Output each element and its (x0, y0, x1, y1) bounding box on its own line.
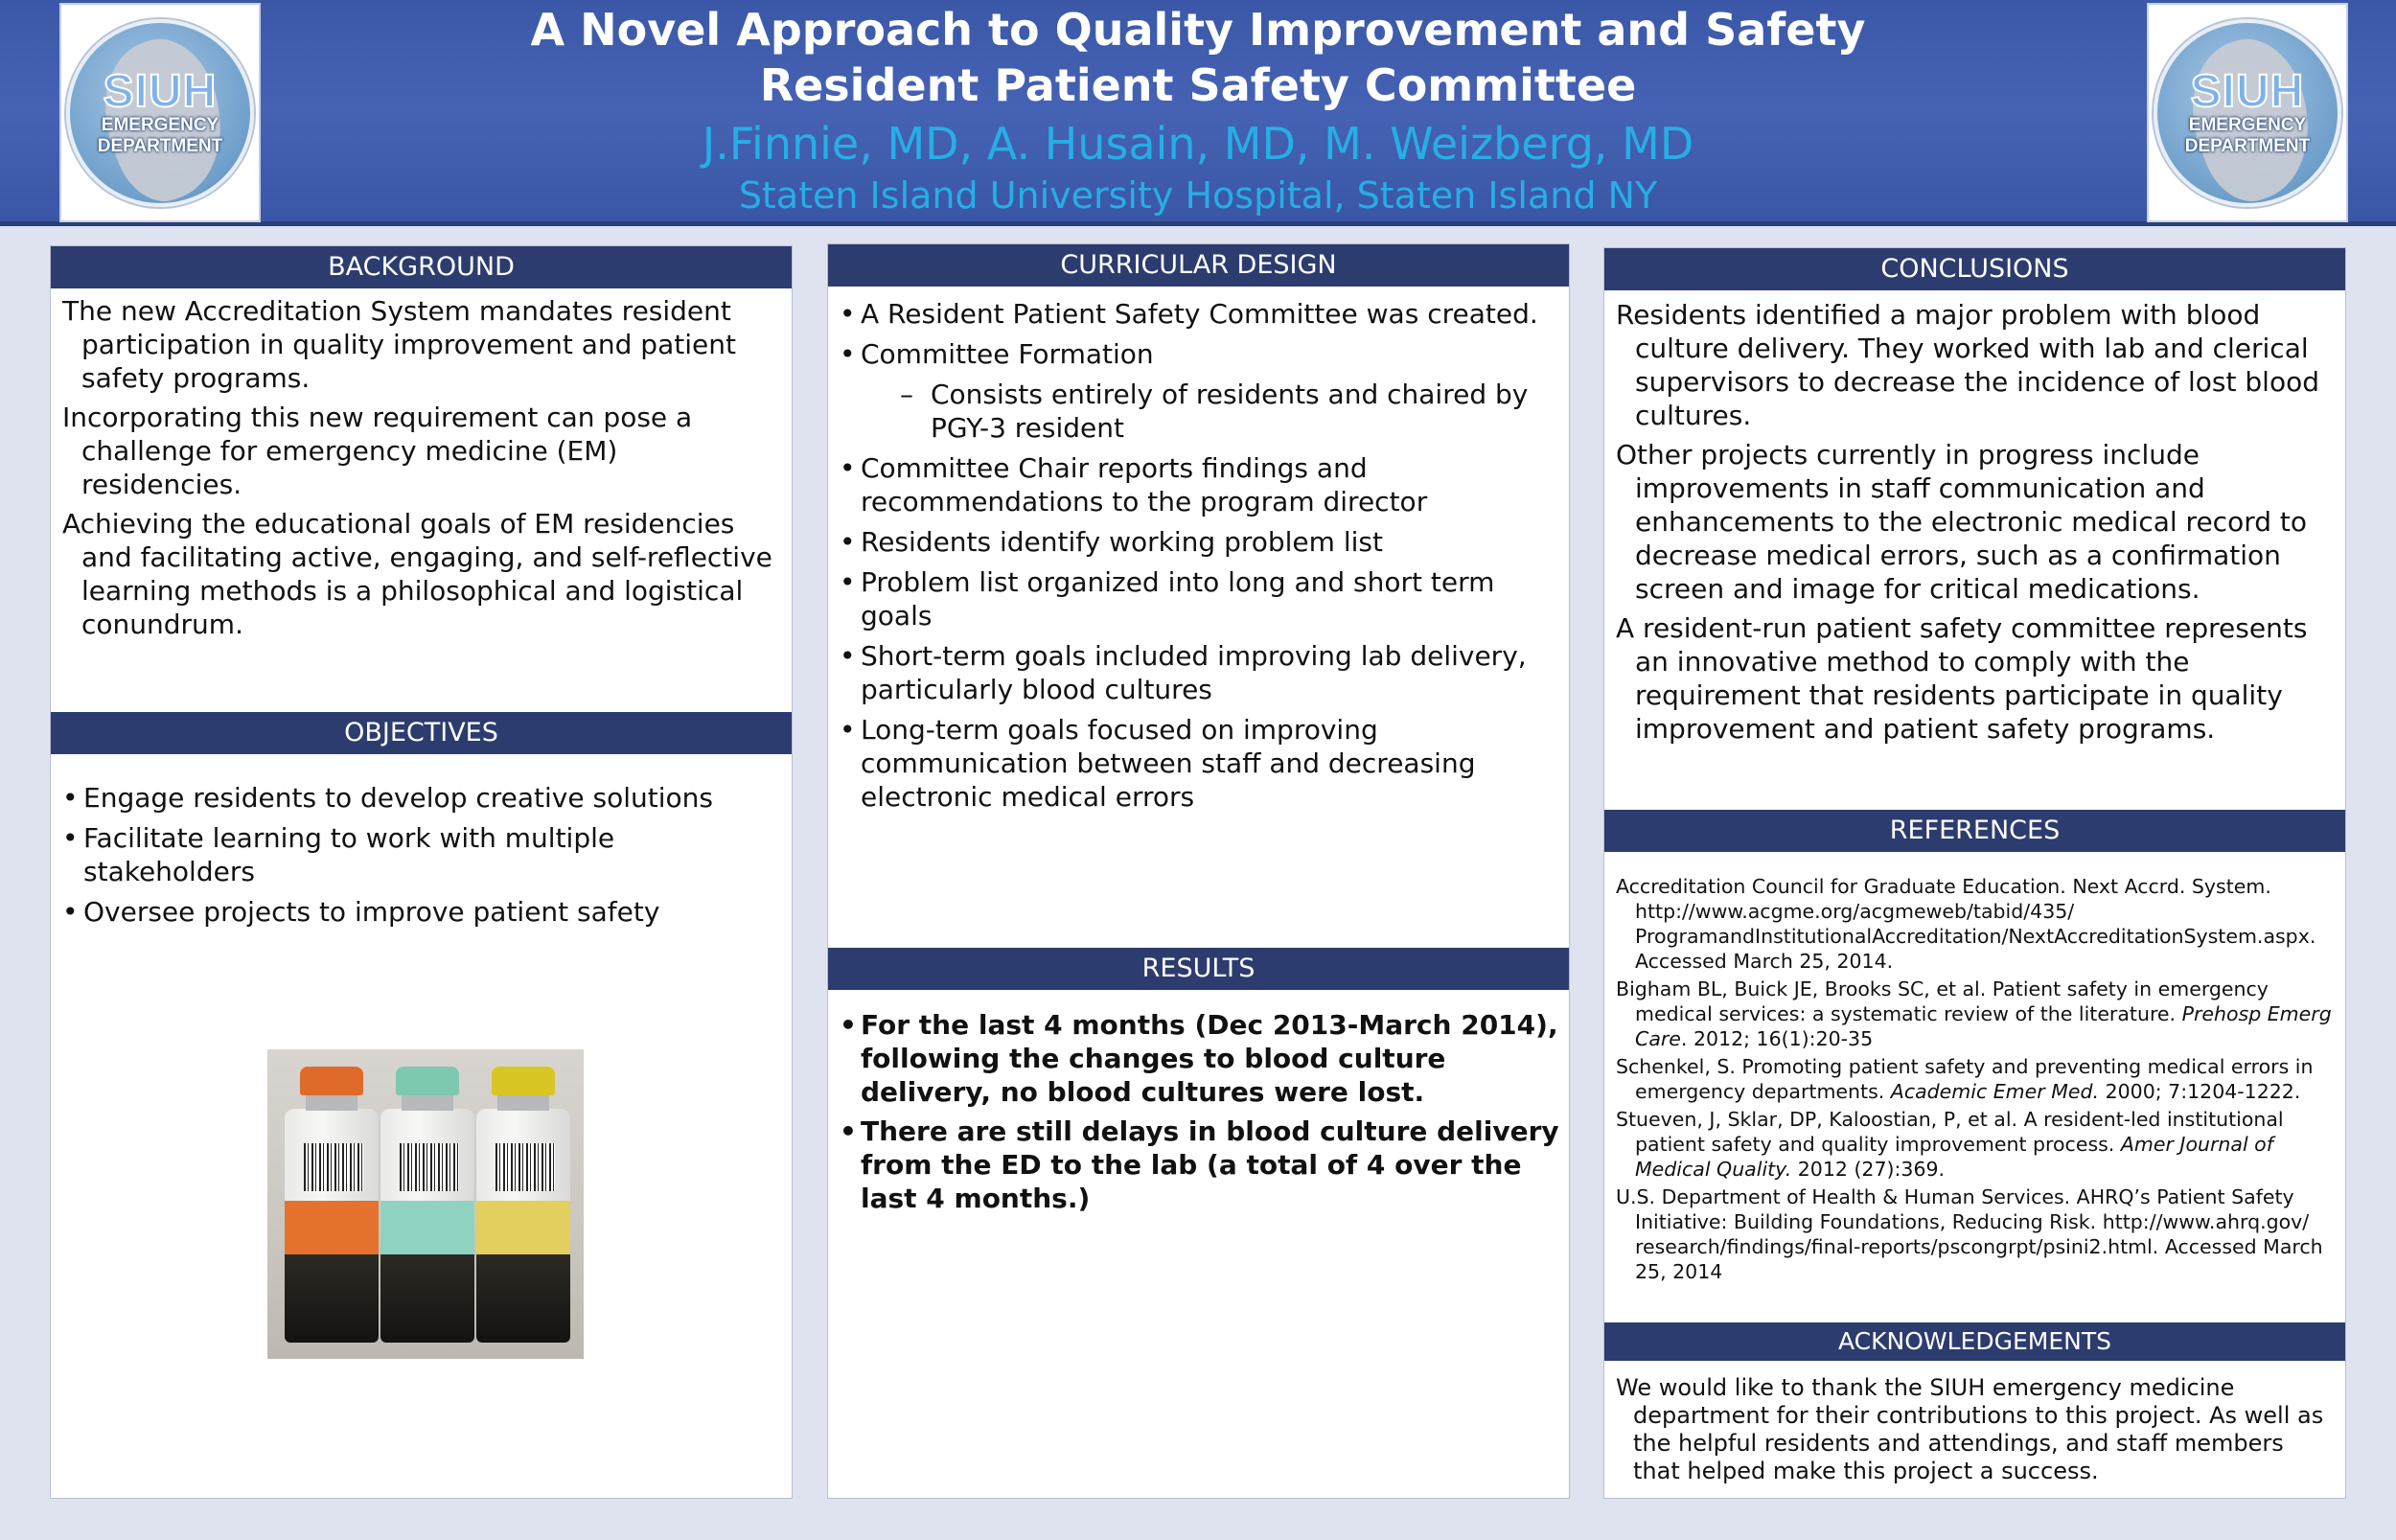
logo-department-text: DEPARTMENT (2184, 135, 2311, 156)
result-item: • There are still delays in blood culture delivery from the ED to the lab (a total of 4 over the last 4 months.) (840, 1115, 1559, 1214)
green-cap-bottle (380, 1067, 474, 1343)
logo-department-text: DEPARTMENT (97, 135, 223, 156)
orange-cap-bottle (285, 1067, 379, 1343)
poster-header (0, 0, 2396, 226)
blood-culture-bottles-photo (267, 1049, 584, 1359)
reference-item: Stueven, J, Sklar, DP, Kaloostian, P, et al. A resident-led institutional patient safety and quality improvement process. Amer Journal of Medical Quality. 2012 (27):369. (1616, 1108, 2284, 1181)
reference-item: Bigham BL, Buick JE, Brooks SC, et al. Patient safety in emergency medical services: a systematic review of the literature. Prehosp Emerg Care. 2012; 16(1):20-35 (1616, 977, 2332, 1050)
curricular-subitem: – Consists entirely of residents and chaired by PGY-3 resident (900, 379, 1529, 444)
reference-item: U.S. Department of Health & Human Services. AHRQ’s Patient Safety Initiative: Building Foundations, Reducing Risk. http://www.ahrq.gov/ research/findings/final-reports/pscongrpt/psini2.html. Accessed March 25, 2014 (1616, 1185, 2323, 1283)
affiliation: Staten Island University Hospital, Staten Island NY (738, 174, 1658, 217)
results-list (840, 1008, 1559, 1221)
curricular-item: • Problem list organized into long and short term goals (840, 566, 1495, 632)
objective-item: • Facilitate learning to work with multiple stakeholders (62, 822, 615, 887)
siuh-logo-disc (66, 19, 254, 207)
curricular-design-list (840, 297, 1559, 820)
objective-item: • Engage residents to develop creative solutions (62, 782, 713, 814)
curricular-item: • Committee Chair reports findings and recommendations to the program director (840, 452, 1428, 517)
curricular-item: • Long-term goals focused on improving communication between staff and decreasing electronic medical errors (840, 714, 1476, 813)
acknowledgements-text: We would like to thank the SIUH emergency medicine department for their contributions to this project. As well as the helpful residents and attendings, and staff members that helped make this project a success. (1616, 1374, 2324, 1484)
logo-siuh-text: SIUH (2190, 66, 2305, 118)
logo-emergency-text: EMERGENCY (2188, 115, 2307, 136)
background-paragraph: Incorporating this new requirement can pose a challenge for emergency medicine (EM) residencies. (62, 402, 693, 500)
logo-emergency-text: EMERGENCY (101, 115, 219, 136)
background-paragraph: Achieving the educational goals of EM residencies and facilitating active, engaging, and self-reflective learning methods is a philosophical and logistical conundrum. (62, 508, 772, 640)
acknowledgements-section (1616, 1374, 2332, 1485)
curricular-item: • Committee Formation (840, 338, 1154, 370)
conclusions-section (1616, 298, 2332, 751)
curricular-item: • A Resident Patient Safety Committee was created. (840, 298, 1538, 330)
curricular-item: • Short-term goals included improving lab delivery, particularly blood cultures (840, 640, 1527, 705)
middle-column (827, 243, 1570, 1499)
conclusion-paragraph: Other projects currently in progress include improvements in staff communication and enhancements to the electronic medical record to decrease medical errors, such as a confirmation screen and image for critical medications. (1616, 439, 2308, 605)
siuh-emergency-logo-right (2147, 3, 2348, 222)
background-section (62, 294, 782, 647)
reference-item: Accreditation Council for Graduate Education. Next Accrd. System. http://www.acgme.org/acgmeweb/tabid/435/ ProgramandInstitutionalAccreditation/NextAccreditationSystem.aspx. Accessed March 25, 2014. (1616, 875, 2316, 973)
reference-item: Schenkel, S. Promoting patient safety and preventing medical errors in emergency departments. Academic Emer Med. 2000; 7:1204-1222. (1616, 1055, 2314, 1103)
references-heading: REFERENCES (1604, 810, 2345, 852)
references-list (1616, 874, 2332, 1287)
right-column (1603, 247, 2346, 1499)
title-block (288, 0, 2108, 218)
conclusion-paragraph: Residents identified a major problem with blood culture delivery. They worked with lab and clerical supervisors to decrease the incidence of lost blood cultures. (1616, 299, 2319, 431)
yellow-cap-bottle (476, 1067, 570, 1343)
objectives-heading: OBJECTIVES (51, 712, 792, 754)
logo-siuh-text: SIUH (103, 66, 218, 118)
acknowledgements-heading: ACKNOWLEDGEMENTS (1604, 1322, 2345, 1361)
background-heading: BACKGROUND (51, 246, 792, 288)
siuh-logo-disc (2154, 19, 2341, 207)
conclusions-heading: CONCLUSIONS (1604, 248, 2345, 290)
curricular-item: • Residents identify working problem list (840, 526, 1383, 558)
results-heading: RESULTS (828, 948, 1569, 990)
siuh-emergency-logo-left (59, 3, 261, 222)
poster-subtitle: Resident Patient Safety Committee (759, 59, 1637, 111)
background-paragraph: The new Accreditation System mandates resident participation in quality improvement and patient safety programs. (62, 295, 736, 394)
poster-title: A Novel Approach to Quality Improvement and Safety (530, 4, 1866, 56)
conclusion-paragraph: A resident-run patient safety committee represents an innovative method to comply with the requirement that residents participate in quality improvement and patient safety programs. (1616, 612, 2308, 745)
result-item: • For the last 4 months (Dec 2013-March 2014), following the changes to blood culture delivery, no blood cultures were lost. (840, 1009, 1558, 1108)
curricular-design-heading: CURRICULAR DESIGN (828, 244, 1569, 287)
objective-item: • Oversee projects to improve patient safety (62, 896, 660, 928)
authors: J.Finnie, MD, A. Husain, MD, M. Weizberg, MD (702, 118, 1694, 170)
objectives-list (62, 781, 782, 935)
